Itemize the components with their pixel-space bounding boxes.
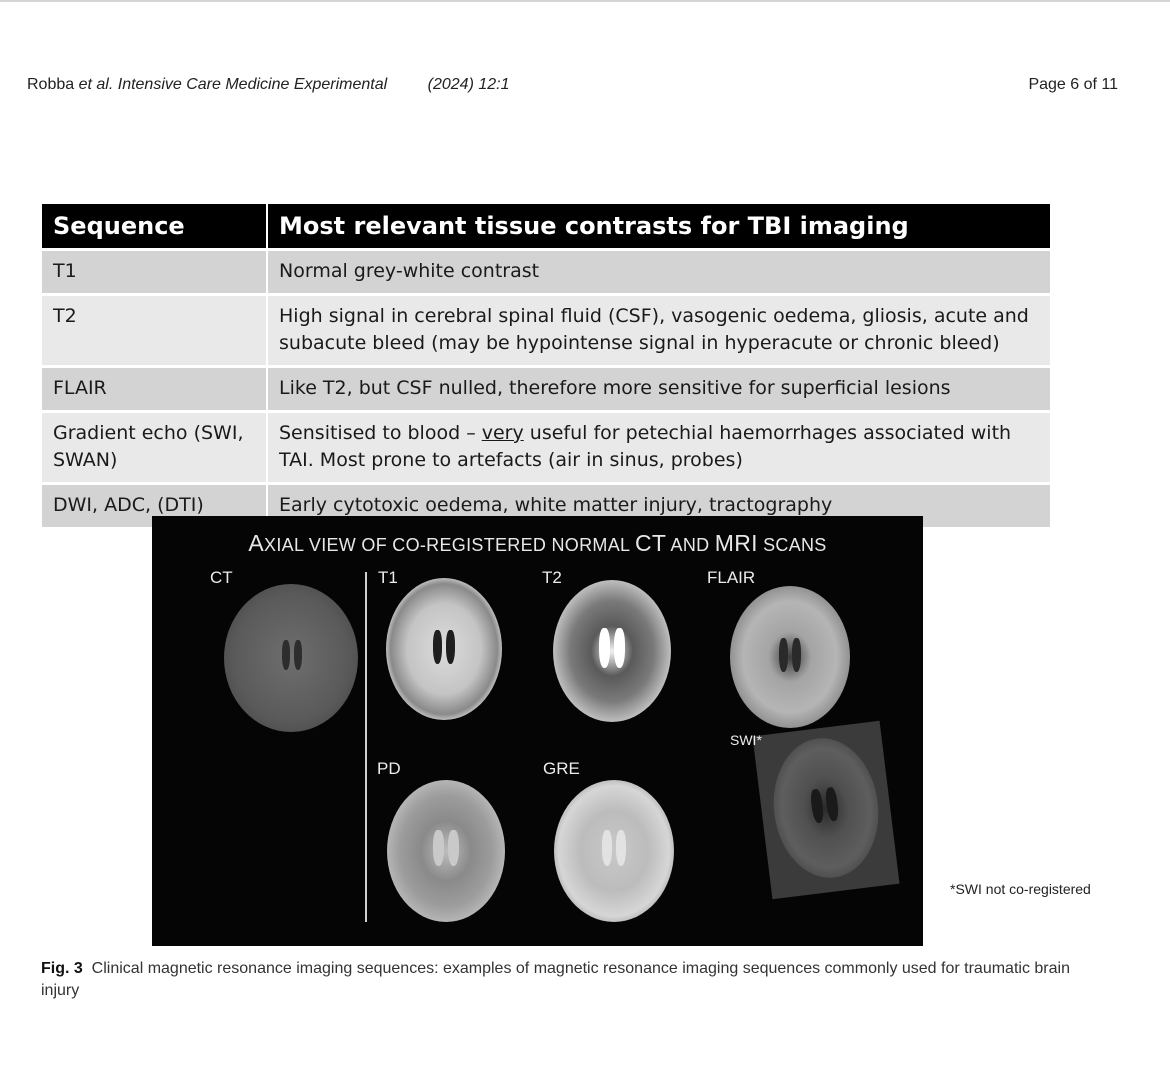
label-swi: SWI* <box>730 732 762 748</box>
table-row <box>42 412 1050 484</box>
contrast-text-post: useful for petechial haemorrhages associated with TAI. Most prone to artefacts (air in sinus, probes) <box>279 422 1012 471</box>
cell-contrast: Like T2, but CSF nulled, therefore more sensitive for superficial lesions <box>267 367 1050 412</box>
header-author: Robba <box>27 76 75 93</box>
contrast-text-pre: Sensitised to blood – <box>279 422 482 444</box>
figure-title: AXIAL VIEW OF CO-REGISTERED NORMAL CT AND MRI SCANS <box>248 530 827 556</box>
cell-sequence: T1 <box>42 250 267 295</box>
table-row <box>42 250 1050 295</box>
header-sequence: Sequence <box>42 204 267 250</box>
top-border <box>0 0 1170 2</box>
cell-sequence: DWI, ADC, (DTI) <box>42 484 267 528</box>
label-t2: T2 <box>542 568 562 587</box>
caption-text: Clinical magnetic resonance imaging sequences: examples of magnetic resonance imaging sequences commonly used for traumatic brain injury <box>41 960 1070 999</box>
scan-figure <box>152 516 923 946</box>
header-contrasts: Most relevant tissue contrasts for TBI imaging <box>267 204 1050 250</box>
mri-sequence-table <box>42 204 1050 527</box>
cell-contrast <box>267 412 1050 484</box>
label-t1: T1 <box>378 568 398 587</box>
figure-caption <box>41 958 1111 1002</box>
header-year-volume: (2024) 12:1 <box>427 76 510 93</box>
t2-scan-image <box>553 580 671 722</box>
cell-sequence: T2 <box>42 295 267 367</box>
contrast-emphasis: very <box>481 422 524 444</box>
caption-label: Fig. 3 <box>41 960 83 977</box>
flair-scan-image <box>730 586 850 728</box>
cell-sequence: FLAIR <box>42 367 267 412</box>
figure-divider <box>365 572 367 922</box>
label-pd: PD <box>377 759 401 778</box>
label-gre: GRE <box>543 759 580 778</box>
running-header <box>27 76 510 94</box>
cell-contrast: Normal grey-white contrast <box>267 250 1050 295</box>
header-journal: et al. Intensive Care Medicine Experimental <box>78 76 388 93</box>
t1-scan-image <box>386 578 502 720</box>
cell-sequence: Gradient echo (SWI, SWAN) <box>42 412 267 484</box>
label-ct: CT <box>210 568 233 587</box>
gre-scan-image <box>554 780 674 922</box>
cell-contrast: Early cytotoxic oedema, white matter injury, tractography <box>267 484 1050 528</box>
table-row <box>42 367 1050 412</box>
ct-scan-image <box>224 584 358 732</box>
cell-contrast: High signal in cerebral spinal fluid (CSF), vasogenic oedema, gliosis, acute and subacute bleed (may be hypointense signal in hyperacute or chronic bleed) <box>267 295 1050 367</box>
table-header-row <box>42 204 1050 250</box>
label-flair: FLAIR <box>707 568 756 587</box>
swi-footnote: *SWI not co-registered <box>950 881 1091 897</box>
table-row <box>42 295 1050 367</box>
pd-scan-image <box>387 780 505 922</box>
page-number: Page 6 of 11 <box>1028 76 1118 93</box>
